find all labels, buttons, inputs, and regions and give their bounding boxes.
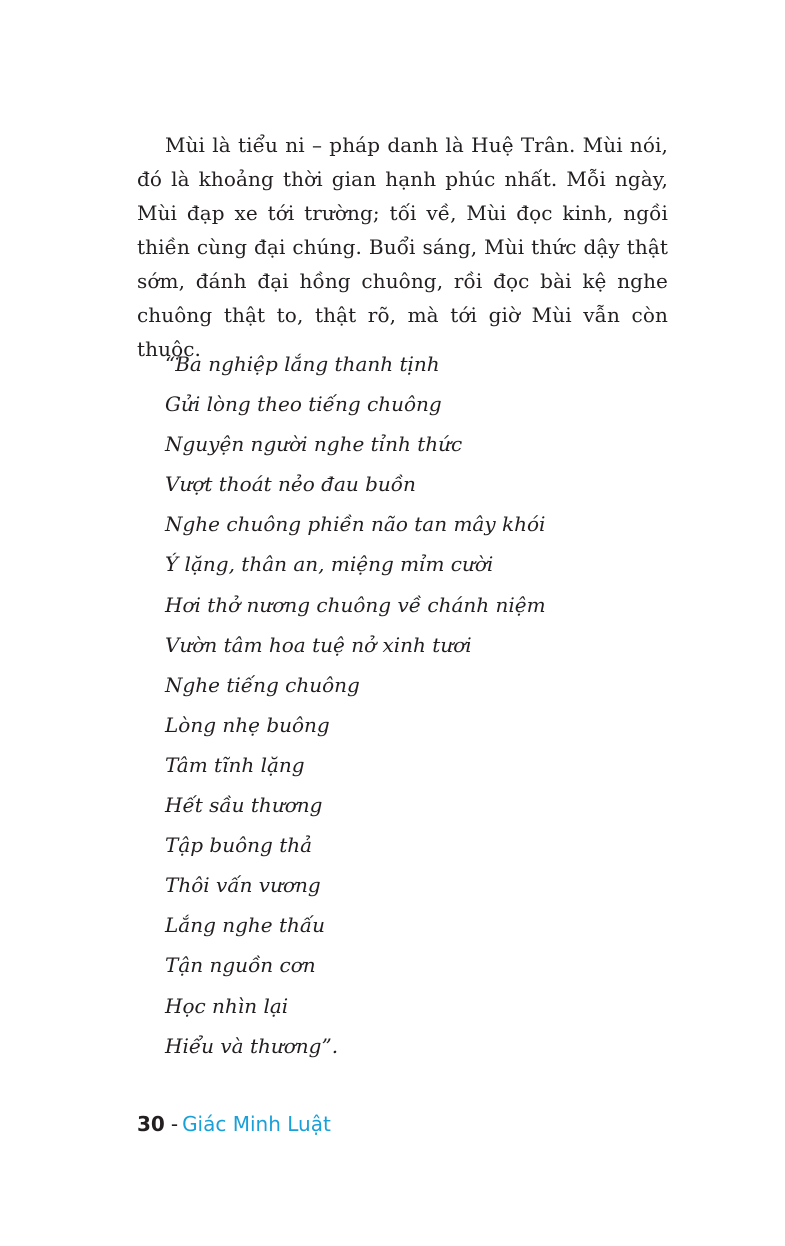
poem-line: Lắng nghe thấu xyxy=(165,913,326,938)
poem-line: Nghe tiếng chuông xyxy=(165,672,360,697)
paragraph-text: Mùi là tiểu ni – pháp danh là Huệ Trân. Mùi nói, đó là khoảng thời gian hạnh phúc nhất. Mỗi ngày, Mùi đạp xe tới trường; tối về, Mùi đọc kinh, ngồi thiền cùng đại chúng. Buổi sáng, Mùi thức dậy thật sớm, đánh đại hồng chuông, rồi đọc bài kệ nghe chuông thật to, thật rõ, mà tới giờ Mùi vẫn còn thuộc. xyxy=(137,133,668,361)
poem-line: Hơi thở nương chuông về chánh niệm xyxy=(165,592,546,617)
poem-line: Nghe chuông phiền não tan mây khói xyxy=(165,512,546,537)
poem-line: Ý lặng, thân an, miệng mỉm cười xyxy=(165,552,494,577)
poem-line: Gửi lòng theo tiếng chuông xyxy=(165,392,442,417)
poem-line: Tâm tĩnh lặng xyxy=(165,752,305,777)
book-title: Giác Minh Luật xyxy=(182,1112,331,1136)
poem-line: Hiểu và thương”. xyxy=(165,1033,339,1058)
poem-line: “Ba nghiệp lắng thanh tịnh xyxy=(165,352,440,376)
page-footer xyxy=(137,1109,331,1139)
poem-line: Hết sầu thương xyxy=(165,793,323,818)
footer-separator: - xyxy=(170,1112,179,1136)
poem-line: Nguyện người nghe tỉnh thức xyxy=(165,432,463,457)
poem-line: Vượt thoát nẻo đau buồn xyxy=(165,472,416,497)
body-paragraph xyxy=(137,128,668,366)
bell-verse-poem xyxy=(165,344,665,1066)
poem-line: Học nhìn lại xyxy=(165,993,289,1018)
poem-line: Tận nguồn cơn xyxy=(165,953,316,978)
poem-line: Lòng nhẹ buông xyxy=(165,712,330,737)
page-number: 30 xyxy=(137,1112,165,1136)
poem-line: Vườn tâm hoa tuệ nở xinh tươi xyxy=(165,632,472,657)
poem-line: Thôi vấn vương xyxy=(165,873,321,898)
poem-line: Tập buông thả xyxy=(165,833,313,858)
